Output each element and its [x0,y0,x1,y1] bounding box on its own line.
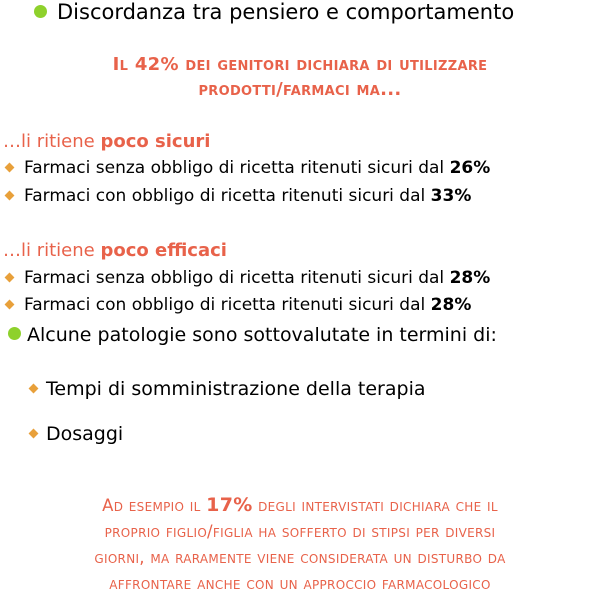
undervalued-title-text: Alcune patologie sono sottovalutate in termini di: [27,324,497,346]
callout-top-line1: Il 42% dei genitori dichiara di utilizzare [112,54,488,75]
list-item [6,268,490,288]
list-item-value: 28% [449,268,491,288]
undervalued-title [8,324,497,346]
list-item-value: 33% [430,186,472,206]
diamond-bullet-icon [5,299,15,309]
list-item-value: 26% [449,158,491,178]
section-ineffective-emphasis: poco efficaci [100,240,227,261]
list-item [30,378,426,400]
heading-text: Discordanza tra pensiero e comportamento [57,0,515,24]
callout-bottom [0,492,600,597]
green-bullet-icon [8,327,21,340]
callout-bottom-line1 [0,492,600,519]
list-item [6,158,490,178]
section-ineffective-title [3,240,227,261]
list-item-text: Tempi di somministrazione della terapia [46,378,426,400]
callout-top-line2: prodotti/farmaci ma... [198,79,402,100]
section-unsafe-emphasis: poco sicuri [100,131,211,152]
callout-bottom-value: 17% [206,494,253,516]
list-item-text: Farmaci con obbligo di ricetta ritenuti sicuri dal [24,295,431,315]
diamond-bullet-icon [29,429,39,439]
list-item-text: Dosaggi [46,423,124,445]
heading [34,0,514,24]
section-unsafe-prefix: …li ritiene [3,131,101,152]
diamond-bullet-icon [5,190,15,200]
callout-top [0,52,600,102]
list-item-text: Farmaci senza obbligo di ricetta ritenuti sicuri dal [24,158,450,178]
callout-bottom-line1-pre: Ad esempio il [102,496,207,515]
diamond-bullet-icon [5,162,15,172]
list-item-value: 28% [430,295,472,315]
diamond-bullet-icon [5,272,15,282]
callout-bottom-line3: giorni, ma raramente viene considerata un disturbo da [94,548,506,567]
green-bullet-icon [34,5,47,18]
callout-bottom-line1-post: degli intervistati dichiara che il [252,496,498,515]
diamond-bullet-icon [29,384,39,394]
section-ineffective-prefix: …li ritiene [3,240,101,261]
list-item-text: Farmaci senza obbligo di ricetta ritenuti sicuri dal [24,268,450,288]
list-item [30,423,123,445]
list-item [6,295,471,315]
callout-bottom-line4: affrontare anche con un approccio farmacologico [109,574,491,593]
section-unsafe-title [3,131,210,152]
callout-bottom-line2: proprio figlio/figlia ha sofferto di stipsi per diversi [104,522,496,541]
list-item [6,186,471,206]
list-item-text: Farmaci con obbligo di ricetta ritenuti sicuri dal [24,186,431,206]
